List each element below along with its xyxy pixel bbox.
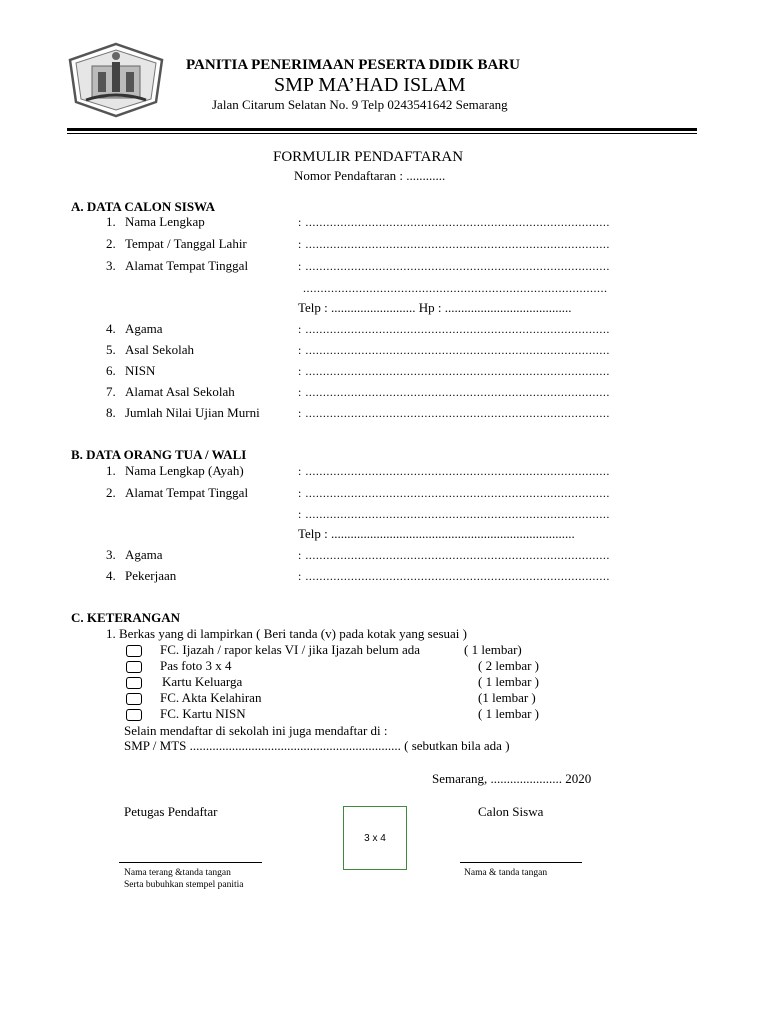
list-item-number: 1. [106, 463, 116, 478]
officer-signature-line [119, 862, 262, 863]
field-nama-lengkap[interactable]: : ....................................................................................... [298, 215, 610, 229]
list-item-number: 3. [106, 547, 116, 562]
field-label-agama-ortu: Agama [125, 547, 163, 562]
section-b-title: B. DATA ORANG TUA / WALI [71, 447, 247, 462]
field-telp-hp[interactable]: Telp : .......................... Hp : ....................................... [298, 300, 572, 315]
field-pekerjaan[interactable]: : ....................................................................................... [298, 569, 610, 583]
photo-box [343, 806, 407, 870]
field-nilai-ujian[interactable]: : ....................................................................................... [298, 406, 610, 420]
attachment-label: Kartu Keluarga [162, 674, 243, 689]
checkbox-pas-foto[interactable] [126, 661, 142, 673]
school-address: Jalan Citarum Selatan No. 9 Telp 0243541642 Semarang [212, 97, 508, 112]
field-label-ttl: Tempat / Tanggal Lahir [125, 236, 247, 251]
list-item-number: 5. [106, 342, 116, 357]
list-item-number: 8. [106, 405, 116, 420]
header-divider-thin [67, 133, 697, 134]
field-label-alamat-sekolah: Alamat Asal Sekolah [125, 384, 235, 399]
other-school-label: Selain mendaftar di sekolah ini juga mendaftar di : [124, 723, 388, 738]
attachment-label: FC. Kartu NISN [160, 706, 246, 721]
attachment-label: FC. Akta Kelahiran [160, 690, 262, 705]
checkbox-akta[interactable] [126, 693, 142, 705]
school-name: SMP MA’HAD ISLAM [274, 74, 466, 96]
list-item-number: 4. [106, 568, 116, 583]
list-item-number: 4. [106, 321, 116, 336]
field-smp-mts[interactable]: SMP / MTS ................................................................. ( sebutkan bila ada ) [124, 738, 510, 753]
field-telp-ortu[interactable]: Telp : ........................................................................... [298, 526, 575, 541]
registration-number: Nomor Pendaftaran : ............ [294, 168, 446, 183]
attachment-qty: ( 1 lembar) [464, 642, 522, 657]
field-alamat-ortu-line2[interactable]: : ....................................................................................... [298, 507, 610, 521]
field-label-nisn: NISN [125, 363, 156, 378]
field-asal-sekolah[interactable]: : ....................................................................................... [298, 343, 610, 357]
checkbox-kartu-keluarga[interactable] [126, 677, 142, 689]
field-label-alamat: Alamat Tempat Tinggal [125, 258, 249, 273]
committee-title: PANITIA PENERIMAAN PESERTA DIDIK BARU [186, 57, 520, 73]
field-label-nama-ayah: Nama Lengkap (Ayah) [125, 463, 244, 478]
place-date: Semarang, ...................... 2020 [432, 771, 592, 786]
list-item-number: 7. [106, 384, 116, 399]
field-nama-ayah[interactable]: : ....................................................................................... [298, 464, 610, 478]
officer-note-1: Nama terang &tanda tangan [124, 868, 231, 878]
field-alamat-line2[interactable]: ....................................................................................... [303, 281, 608, 295]
list-item-number: 2. [106, 485, 116, 500]
field-label-nama-lengkap: Nama Lengkap [125, 214, 205, 229]
attachment-qty: ( 1 lembar ) [478, 674, 540, 689]
attachment-label: Pas foto 3 x 4 [160, 658, 232, 673]
field-alamat-sekolah[interactable]: : ....................................................................................... [298, 385, 610, 399]
field-agama[interactable]: : ....................................................................................... [298, 322, 610, 336]
attachments-instruction: 1. Berkas yang di lampirkan ( Beri tanda (v) pada kotak yang sesuai ) [106, 626, 467, 641]
school-logo [66, 42, 166, 118]
list-item-number: 6. [106, 363, 116, 378]
photo-size-label: 3 x 4 [364, 833, 386, 844]
officer-note-2: Serta bubuhkan stempel panitia [124, 880, 244, 890]
officer-label: Petugas Pendaftar [124, 804, 218, 819]
checkbox-ijazah[interactable] [126, 645, 142, 657]
field-nisn[interactable]: : ....................................................................................... [298, 364, 610, 378]
field-label-alamat-ortu: Alamat Tempat Tinggal [125, 485, 249, 500]
form-title: FORMULIR PENDAFTARAN [273, 149, 464, 165]
field-agama-ortu[interactable]: : ....................................................................................... [298, 548, 610, 562]
attachment-qty: ( 1 lembar ) [478, 706, 540, 721]
attachment-qty: ( 2 lembar ) [478, 658, 540, 673]
attachment-qty: (1 lembar ) [478, 690, 536, 705]
field-alamat-ortu[interactable]: : ....................................................................................... [298, 486, 610, 500]
field-alamat[interactable]: : ....................................................................................... [298, 259, 610, 273]
student-note: Nama & tanda tangan [464, 868, 548, 878]
header-divider-thick [67, 128, 697, 131]
field-label-asal-sekolah: Asal Sekolah [125, 342, 194, 357]
field-label-agama: Agama [125, 321, 163, 336]
list-item-number: 2. [106, 236, 116, 251]
checkbox-nisn[interactable] [126, 709, 142, 721]
list-item-number: 3. [106, 258, 116, 273]
section-c-title: C. KETERANGAN [71, 610, 181, 625]
list-item-number: 1. [106, 214, 116, 229]
section-a-title: A. DATA CALON SISWA [71, 199, 215, 214]
field-label-nilai-ujian: Jumlah Nilai Ujian Murni [125, 405, 260, 420]
student-signature-line [460, 862, 582, 863]
attachment-label: FC. Ijazah / rapor kelas VI / jika Ijazah belum ada [160, 642, 421, 657]
field-label-pekerjaan: Pekerjaan [125, 568, 177, 583]
student-label: Calon Siswa [478, 804, 544, 819]
field-ttl[interactable]: : ....................................................................................... [298, 237, 610, 251]
